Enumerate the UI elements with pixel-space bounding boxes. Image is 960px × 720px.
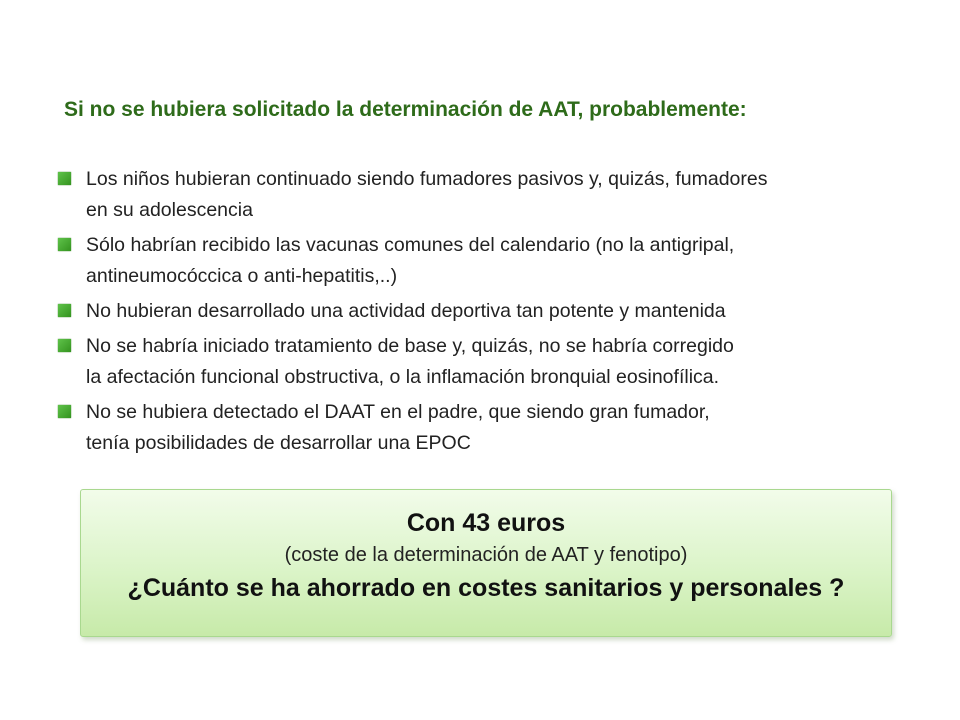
bullet-line: Los niños hubieran continuado siendo fumadores pasivos y, quizás, fumadores	[86, 168, 768, 190]
bullet-line: No hubieran desarrollado una actividad deportiva tan potente y mantenida	[86, 300, 726, 322]
bullet-line: en su adolescencia	[86, 199, 253, 221]
bullet-line: antineumocóccica o anti-hepatitis,..)	[86, 265, 398, 287]
bullet-line: tenía posibilidades de desarrollar una EPOC	[86, 432, 471, 454]
bullet-line: la afectación funcional obstructiva, o la inflamación bronquial eosinofílica.	[86, 366, 720, 388]
bullet-item-treatment	[56, 331, 936, 393]
callout-subtitle: (coste de la determinación de AAT y fenotipo)	[284, 544, 688, 566]
green-square-bullet-icon	[58, 238, 71, 251]
bullet-line: No se habría iniciado tratamiento de base y, quizás, no se habría corregido	[86, 335, 734, 357]
bullet-item-passive-smokers	[56, 164, 936, 226]
bullet-item-vaccines	[56, 230, 936, 292]
bullet-line: Sólo habrían recibido las vacunas comunes del calendario (no la antigripal,	[86, 234, 735, 256]
bullet-line: No se hubiera detectado el DAAT en el padre, que siendo gran fumador,	[86, 401, 710, 423]
callout-question: ¿Cuánto se ha ahorrado en costes sanitarios y personales ?	[127, 574, 845, 602]
cost-callout-box	[80, 489, 892, 637]
bullet-item-sports	[56, 296, 936, 327]
green-square-bullet-icon	[58, 339, 71, 352]
slide-title: Si no se hubiera solicitado la determinación de AAT, probablemente:	[64, 98, 747, 121]
callout-title: Con 43 euros	[406, 509, 566, 537]
bullet-list	[56, 164, 936, 463]
green-square-bullet-icon	[58, 405, 71, 418]
green-square-bullet-icon	[58, 172, 71, 185]
bullet-item-father-daat	[56, 397, 936, 459]
green-square-bullet-icon	[58, 304, 71, 317]
